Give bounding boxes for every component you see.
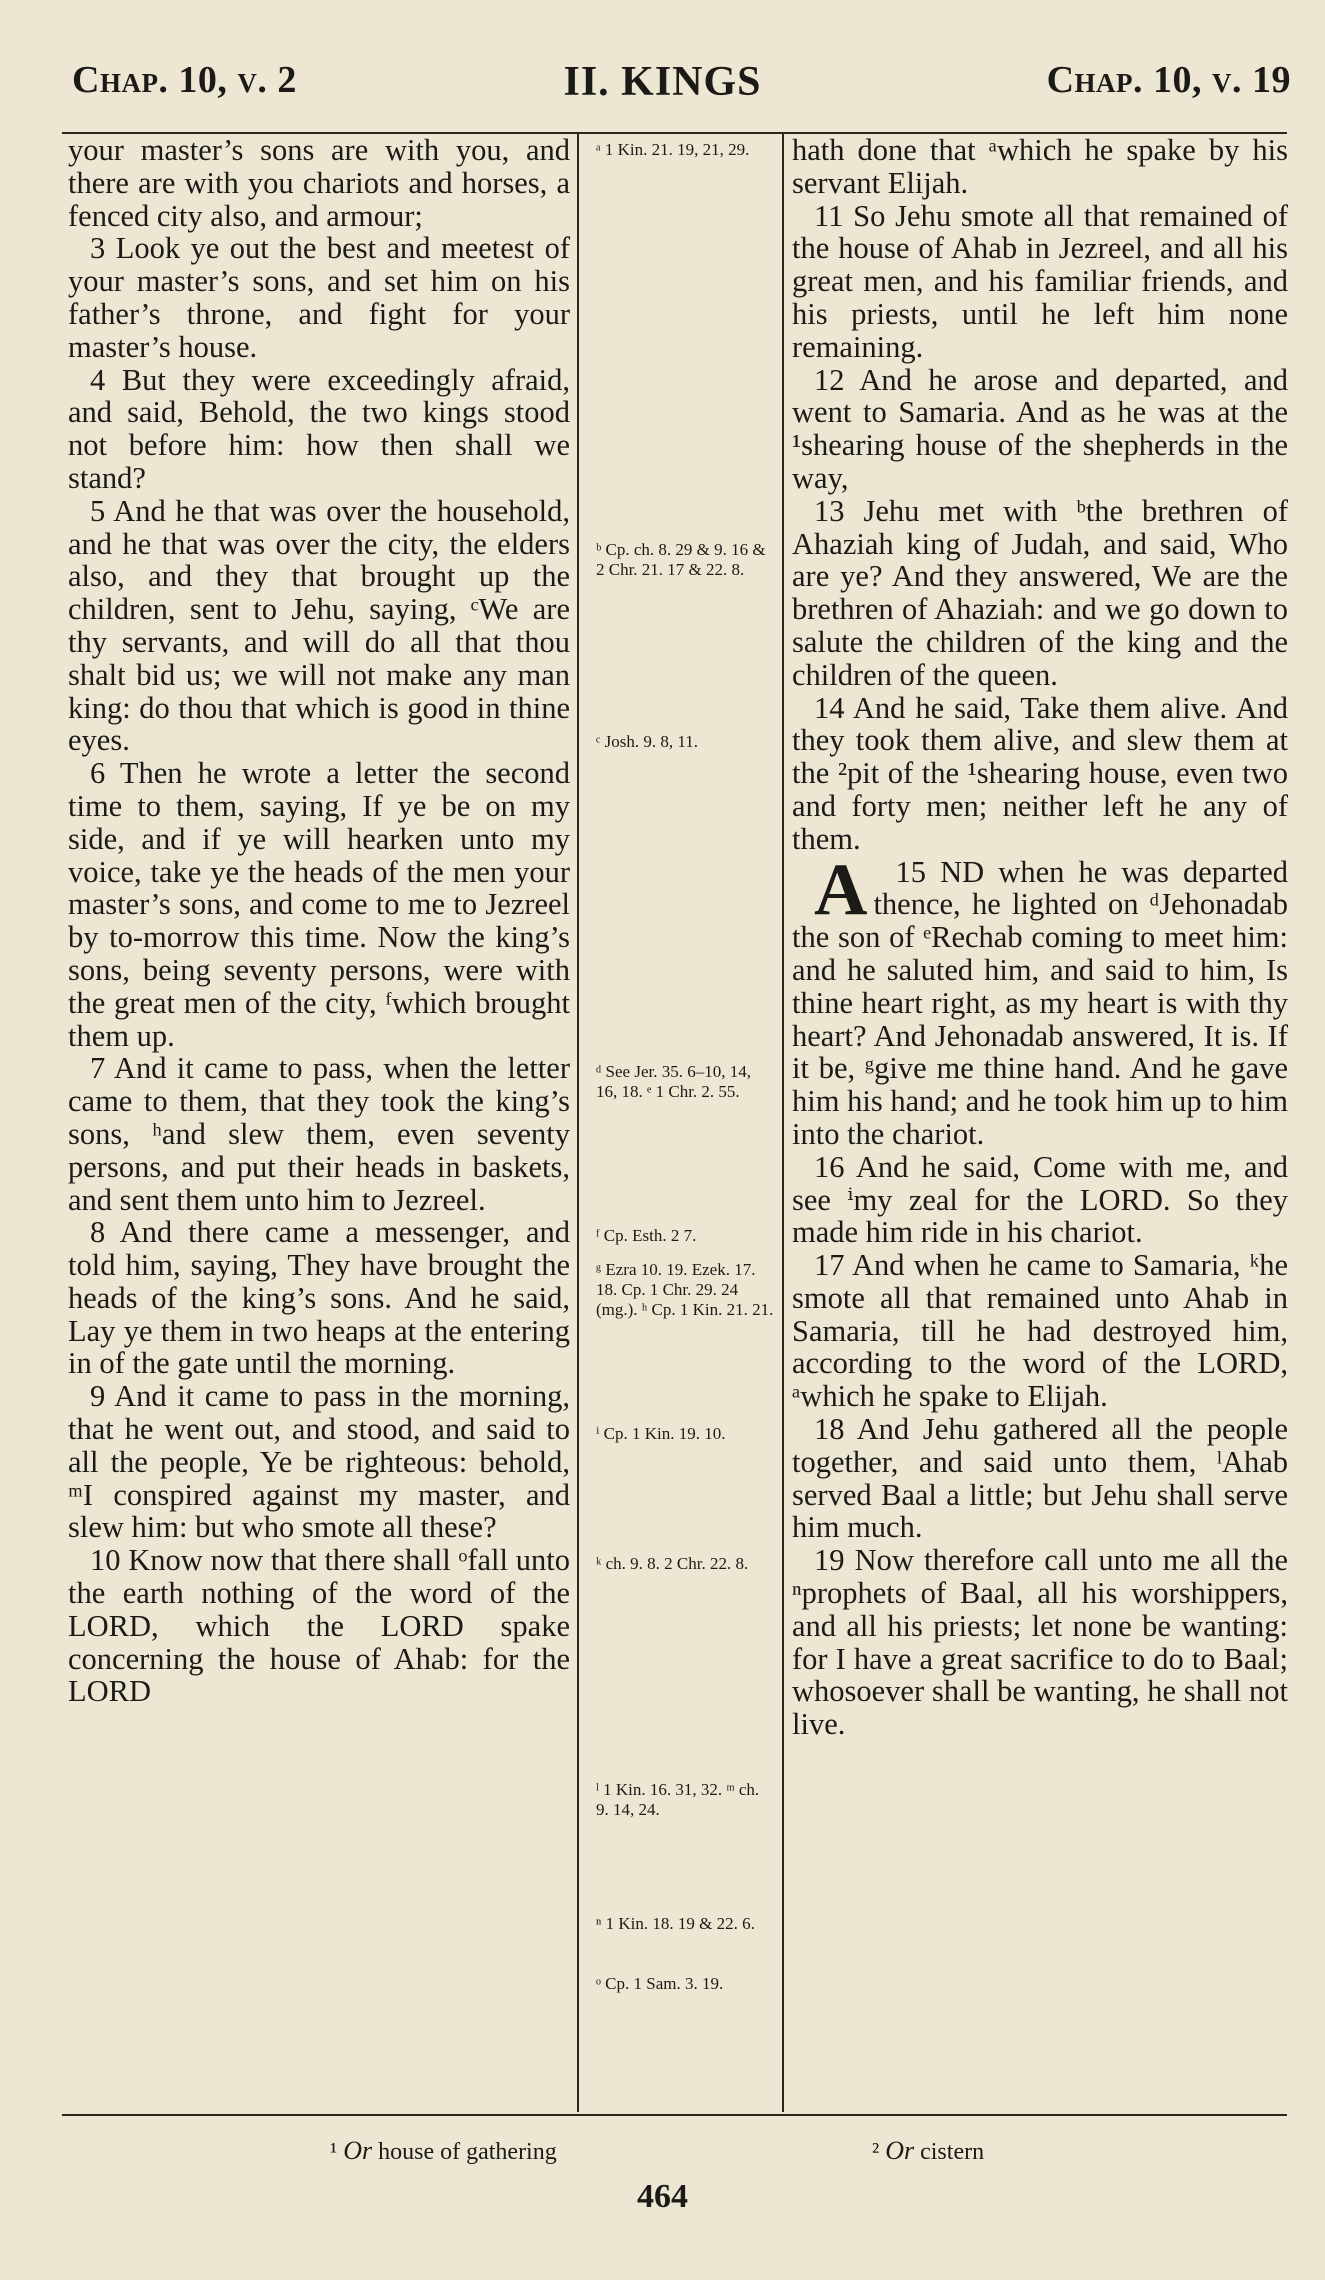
verse-19 xyxy=(792,1544,1288,1741)
verse-text: Now therefore call unto me all the ⁿprophets of Baal, all his worshippers, and all his priests; let none be wanting: for I have a great sacrifice to do to Baal; whosoever shall be wanting, he shall not live. xyxy=(792,1543,1288,1742)
cross-reference: ⁿ 1 Kin. 18. 19 & 22. 6. xyxy=(596,1914,755,1933)
verse-16 xyxy=(792,1151,1288,1249)
verse-number: 8 xyxy=(90,1215,106,1250)
verse-text: So Jehu smote all that remained of the house of Ahab in Jezreel, and all his great men, and his familiar friends, and his priests, until he left him none remaining. xyxy=(792,198,1288,364)
footnote-or: Or xyxy=(343,2136,373,2165)
footnote-mark: ² xyxy=(872,2139,880,2165)
verse-text: But they were exceedingly afraid, and said, Behold, the two kings stood not before him: how then shall we stand? xyxy=(68,362,571,495)
verse-text: And he that was over the household, and he that was over the city, the elders also, and they that brought up the children, sent to Jehu, saying, ᶜWe are thy servants, and will do all that thou shalt bid us; we will not make any man king: do thou that which is good in thine eyes. xyxy=(68,493,570,758)
verse-number: 14 xyxy=(814,690,845,725)
verse-number: 15 xyxy=(895,854,926,889)
footnote-or: Or xyxy=(885,2136,915,2165)
verse-2-cont: your master’s sons are with you, and there are with you chariots and horses, a fenced city also, and armour; xyxy=(68,133,570,233)
verse-8 xyxy=(68,1216,570,1380)
verse-text: And he said, Take them alive. And they took them alive, and slew them at the ²pit of the ¹shearing house, even two and forty men; neither left he any of them. xyxy=(792,690,1288,856)
verse-11 xyxy=(792,200,1288,364)
verse-5 xyxy=(68,495,570,757)
verse-12 xyxy=(792,364,1288,495)
verse-7 xyxy=(68,1052,570,1216)
verse-number: 13 xyxy=(814,493,845,528)
footnote-2 xyxy=(872,2136,984,2166)
verse-text: And Jehu gathered all the people together, and said unto them, ˡAhab served Baal a little; but Jehu shall serve him much. xyxy=(792,1412,1288,1545)
cross-reference: ˡ 1 Kin. 16. 31, 32. ᵐ ch. 9. 14, 24. xyxy=(596,1780,760,1819)
cross-reference: ᶜ Josh. 9. 8, 11. xyxy=(596,732,698,751)
verse-number: 4 xyxy=(90,362,106,397)
page-number: 464 xyxy=(637,2178,688,2215)
footnote-1 xyxy=(330,2136,557,2166)
verse-3 xyxy=(68,232,570,363)
verse-10 xyxy=(68,1544,570,1708)
cross-reference: ᵍ Ezra 10. 19. Ezek. 17. 18. Cp. 1 Chr. 29. 24 (mg.). ʰ Cp. 1 Kin. 21. 21. xyxy=(596,1260,774,1319)
cross-reference: ᵇ Cp. ch. 8. 29 & 9. 16 & 2 Chr. 21. 17 & 22. 8. xyxy=(596,540,766,579)
verse-13 xyxy=(792,495,1288,692)
cross-reference: ᵈ See Jer. 35. 6–10, 14, 16, 18. ᵉ 1 Chr. 2. 55. xyxy=(596,1062,751,1101)
cross-reference: ᵃ 1 Kin. 21. 19, 21, 29. xyxy=(596,140,750,159)
verse-number: 6 xyxy=(90,756,106,791)
verse-text: ND when he was departed thence, he lighted on ᵈJehonadab the son of ᵉRechab coming to meet him: and he saluted him, and said to him, Is thine heart right, as my heart is with thy heart? And Jehonadab answered, It is. If it be, ᵍgive me thine hand. And he gave him his hand; and he took him up to him into the chariot. xyxy=(792,854,1288,1151)
verse-6 xyxy=(68,757,570,1052)
verse-number: 9 xyxy=(90,1379,106,1414)
verse-text: And there came a messenger, and told him, saying, They have brought the heads of the king’s sons. And he said, Lay ye them in two heaps at the entering in of the gate until the morning. xyxy=(68,1215,570,1381)
verse-number: 5 xyxy=(90,493,106,528)
text-column-left xyxy=(68,134,570,1708)
footnote-text: house of gathering xyxy=(378,2139,557,2165)
verse-number: 12 xyxy=(814,362,845,397)
verse-text: And it came to pass in the morning, that he went out, and stood, and said to all the people, Ye be righteous: behold, ᵐI conspired against my master, and slew him: but who smote all these? xyxy=(68,1379,570,1545)
verse-text: And when he came to Samaria, ᵏhe smote all that remained unto Ahab in Samaria, till he had destroyed him, according to the word of the LORD, ᵃwhich he spake to Elijah. xyxy=(792,1248,1288,1414)
column-rule-right xyxy=(782,134,784,2112)
cross-reference: ⁱ Cp. 1 Kin. 19. 10. xyxy=(596,1424,726,1443)
verse-text: Know now that there shall ᵒfall unto the earth nothing of the word of the LORD, which the LORD spake concerning the house of Ahab: for the LORD xyxy=(68,1543,570,1709)
verse-number: 16 xyxy=(814,1149,845,1184)
verse-number: 17 xyxy=(814,1248,845,1283)
verse-10-cont: hath done that ᵃwhich he spake by his servant Elijah. xyxy=(792,133,1288,200)
drop-cap: A xyxy=(814,848,868,931)
verse-number: 3 xyxy=(90,231,106,266)
verse-number: 7 xyxy=(90,1051,106,1086)
verse-9 xyxy=(68,1380,570,1544)
cross-reference: ᵏ ch. 9. 8. 2 Chr. 22. 8. xyxy=(596,1554,749,1573)
verse-number: 10 xyxy=(90,1543,121,1578)
verse-number: 19 xyxy=(814,1543,845,1578)
verse-number: 11 xyxy=(814,198,844,233)
verse-text: Look ye out the best and meetest of your master’s sons, and set him on his father’s throne, and fight for your master’s house. xyxy=(68,231,570,364)
verse-text: Jehu met with ᵇthe brethren of Ahaziah king of Judah, and said, Who are ye? And they answered, We are the brethren of Ahaziah: and we go down to salute the children of the king and the children of the queen. xyxy=(792,493,1288,692)
verse-18 xyxy=(792,1413,1288,1544)
footer-rule xyxy=(62,2114,1287,2116)
verse-14 xyxy=(792,692,1288,856)
footnote-mark: ¹ xyxy=(330,2139,338,2165)
verse-4 xyxy=(68,364,570,495)
cross-reference: ᵒ Cp. 1 Sam. 3. 19. xyxy=(596,1974,724,1993)
running-head-book: II. KINGS xyxy=(563,59,762,105)
footnote-text: cistern xyxy=(920,2139,985,2165)
column-rule-left xyxy=(577,134,579,2112)
verse-text: And he arose and departed, and went to Samaria. And as he was at the ¹shearing house of the shepherds in the way, xyxy=(792,362,1288,495)
text-column-right xyxy=(792,134,1288,1741)
verse-17 xyxy=(792,1249,1288,1413)
verse-15 xyxy=(792,848,1288,1151)
verse-text: And he said, Come with me, and see ⁱmy zeal for the LORD. So they made him ride in his chariot. xyxy=(792,1149,1288,1250)
verse-text: Then he wrote a letter the second time to them, saying, If ye be on my side, and if ye will hearken unto my voice, take ye the heads of the men your master’s sons, and come to me to Jezreel by to-morrow this time. Now the king’s sons, being seventy persons, were with the great men of the city, ᶠwhich brought them up. xyxy=(68,756,571,1053)
running-head-left: Chap. 10, v. 2 xyxy=(72,59,297,101)
running-head-right: Chap. 10, v. 19 xyxy=(1046,59,1291,101)
verse-number: 18 xyxy=(814,1412,845,1447)
cross-reference: ᶠ Cp. Esth. 2 7. xyxy=(596,1226,697,1245)
verse-text: And it came to pass, when the letter came to them, that they took the king’s sons, ʰand slew them, even seventy persons, and put their heads in baskets, and sent them unto him to Jezreel. xyxy=(68,1051,570,1217)
